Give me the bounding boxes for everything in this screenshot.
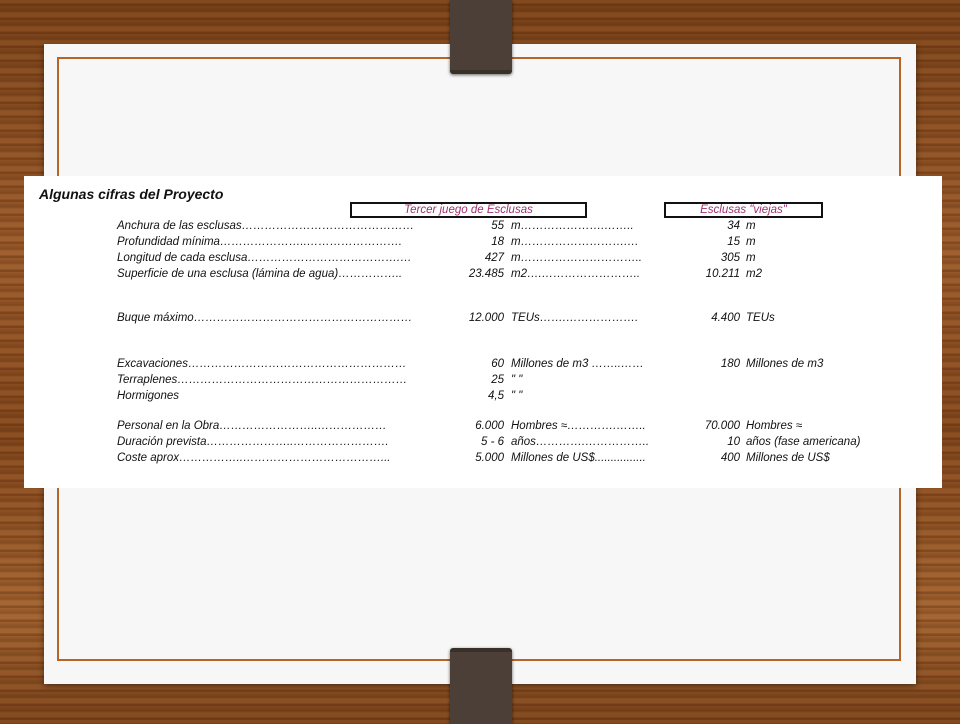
row-label: Duración prevista…………………..……………………. [117,436,389,448]
table-row [24,310,942,326]
spreadsheet-image [24,176,942,488]
table-row [24,250,942,266]
new-locks-unit: m……………………….… [511,236,639,248]
new-locks-value: 427 [484,252,504,264]
new-locks-value: 6.000 [475,420,504,432]
old-locks-value: 34 [727,220,740,232]
new-locks-unit: TEUs…….………………. [511,312,639,324]
old-locks-unit: m [746,252,756,264]
old-locks-unit: años (fase americana) [746,436,861,448]
row-label: Coste aprox……………..………………………………... [117,452,391,464]
table-row [24,450,942,466]
old-locks-value: 10 [727,436,740,448]
row-label: Hormigones [117,390,179,402]
row-label: Profundidad mínima…………………..……………………. [117,236,403,248]
row-label: Anchura de las esclusas……………………………………… [117,220,415,232]
table-row [24,434,942,450]
row-label: Excavaciones………………………………………………… [117,358,407,370]
old-locks-value: 400 [720,452,740,464]
row-label: Longitud de cada esclusa………………………………….… [117,252,412,264]
table-row [24,418,942,434]
new-locks-value: 12.000 [468,312,504,324]
old-locks-unit: Millones de US$ [746,452,830,464]
old-locks-unit: TEUs [746,312,775,324]
new-locks-value: 60 [491,358,504,370]
new-locks-value: 4,5 [488,390,504,402]
row-label: Buque máximo………………………………………………… [117,312,413,324]
row-label: Terraplenes…………………………………………………… [117,374,408,386]
old-locks-unit: Hombres ≈ [746,420,803,432]
old-locks-value: 4.400 [711,312,740,324]
new-locks-value: 5 - 6 [480,436,504,448]
table-row [24,218,942,234]
new-locks-value: 25 [491,374,504,386]
top-strap [450,0,512,74]
row-label: Personal en la Obra……………………..……………… [117,420,387,432]
old-locks-unit: m2 [746,268,762,280]
table-row [24,356,942,372]
table-row [24,266,942,282]
old-locks-unit: m [746,236,756,248]
table-row [24,372,942,388]
new-locks-unit: " " [511,374,523,386]
new-locks-unit: m2….…………………….. [511,268,641,280]
new-locks-unit: Millones de m3 ……..…… [511,358,644,370]
new-locks-unit: m………………….…….. [511,220,634,232]
new-locks-value: 18 [491,236,504,248]
row-label: Superficie de una esclusa (lámina de agua)…………….. [117,268,403,280]
new-locks-unit: años………….…………….. [511,436,650,448]
new-locks-value: 23.485 [468,268,504,280]
old-locks-value: 15 [727,236,740,248]
old-locks-unit: Millones de m3 [746,358,824,370]
sheet-title: Algunas cifras del Proyecto [39,186,224,202]
bottom-strap [450,648,512,724]
old-locks-value: 180 [720,358,740,370]
new-locks-unit: m………………………….. [511,252,642,264]
new-locks-value: 55 [491,220,504,232]
new-locks-unit: Millones de US$................ [511,452,646,464]
header-old-locks: Esclusas "viejas" [664,202,823,218]
new-locks-unit: Hombres ≈………….…….. [511,420,646,432]
old-locks-value: 70.000 [704,420,740,432]
table-row [24,388,942,404]
new-locks-value: 5.000 [475,452,504,464]
old-locks-value: 10.211 [705,268,740,280]
new-locks-unit: " " [511,390,523,402]
old-locks-unit: m [746,220,756,232]
table-row [24,234,942,250]
old-locks-value: 305 [720,252,740,264]
header-new-locks: Tercer juego de Esclusas [350,202,587,218]
